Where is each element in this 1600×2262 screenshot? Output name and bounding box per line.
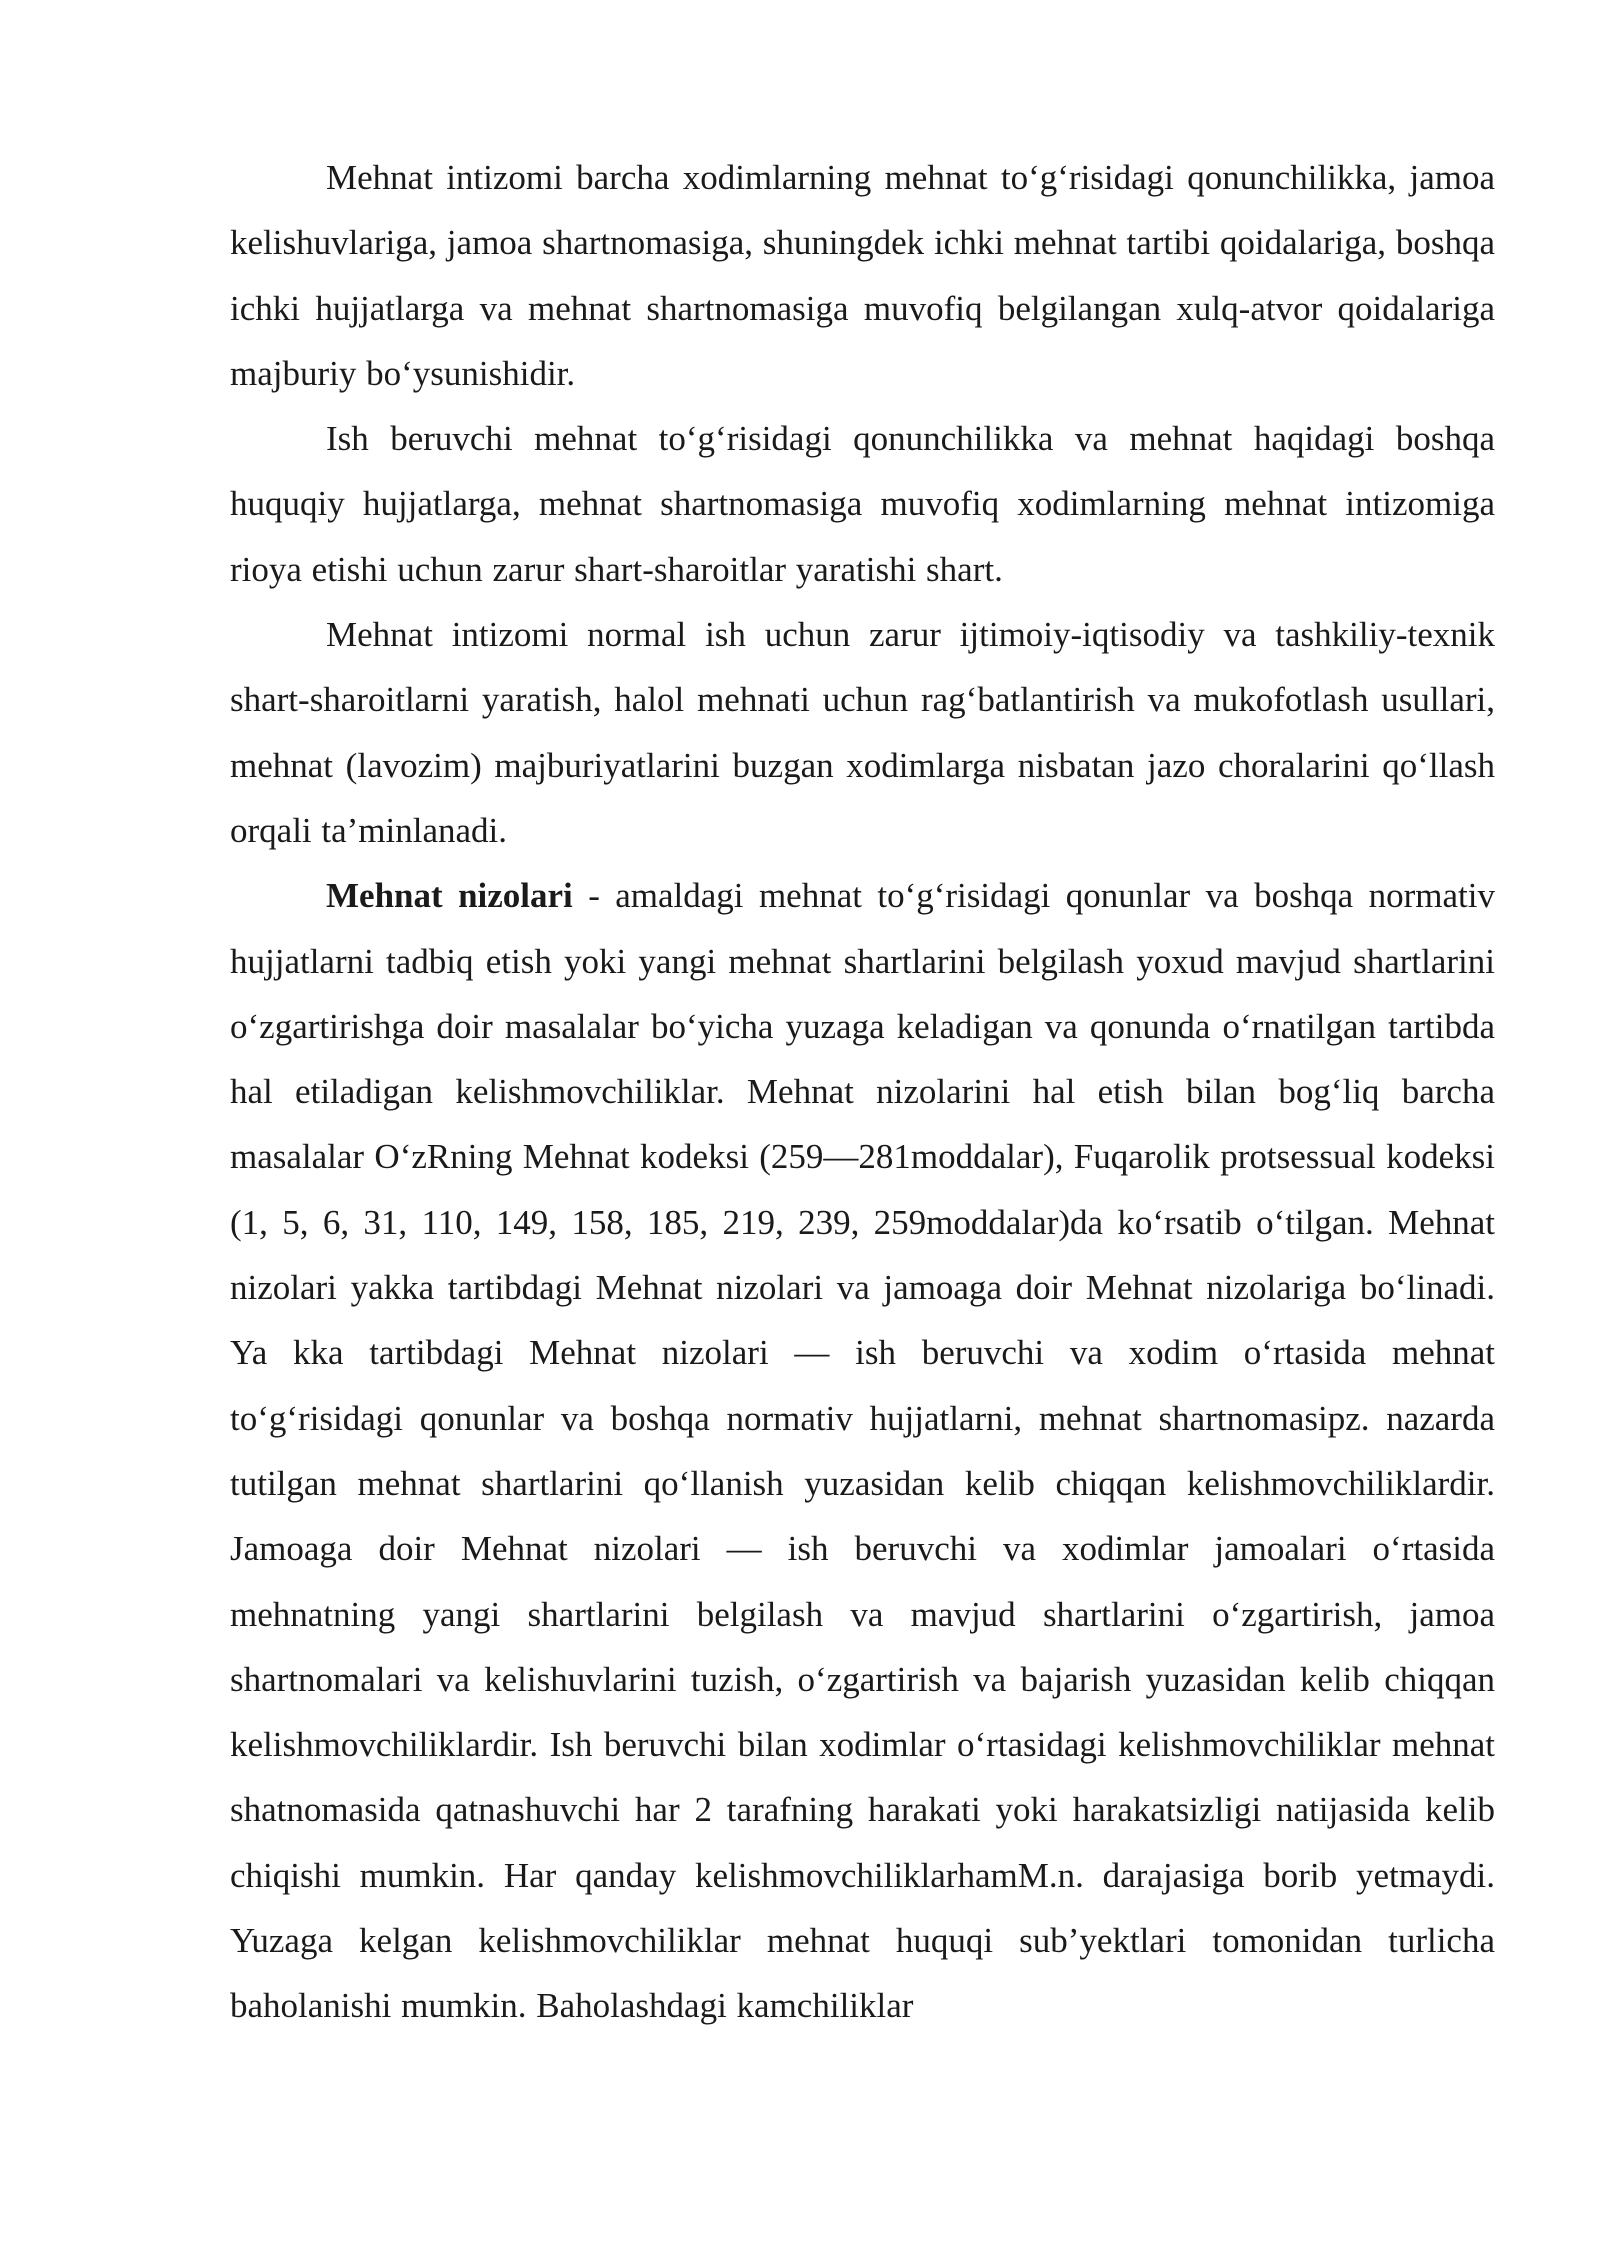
paragraph-discipline-enforcement: Mehnat intizomi normal ish uchun zarur ijtimoiy-iqtisodiy va tashkiliy-texnik shart-sharoitlarni yaratish, halol mehnati uchun rag‘batlantirish va mukofotlash usullari, mehnat (lavozim) majburiyatlarini buzgan xodimlarga nisbatan jazo choralarini qo‘llash orqali ta’minlanadi. [230, 615, 1495, 850]
paragraph-labor-discipline-definition: Mehnat intizomi barcha xodimlarning mehnat to‘g‘risidagi qonunchilikka, jamoa kelishuvlariga, jamoa shartnomasiga, shuningdek ichki mehnat tartibi qoidalariga, boshqa ichki hujjatlarga va mehnat shartnomasiga muvofiq belgilangan xulq-atvor qoidalariga majburiy bo‘ysunishidir. [230, 158, 1495, 393]
document-body [230, 145, 1495, 2039]
term-labor-disputes: Mehnat nizolari [326, 876, 573, 916]
paragraph-labor-disputes [230, 863, 1495, 2038]
labor-disputes-definition-text: - amaldagi mehnat to‘g‘risidagi qonunlar va boshqa normativ hujjatlarni tadbiq etish yoki yangi mehnat shartlarini belgilash yoxud mavjud shartlarini o‘zgartirishga doir masalalar bo‘yicha yuzaga keladigan va qonunda o‘rnatilgan tartibda hal etiladigan kelishmovchiliklar. Mehnat nizolarini hal etish bilan bog‘liq barcha masalalar O‘zRning Mehnat kodeksi (259—281moddalar), Fuqarolik protsessual kodeksi (1, 5, 6, 31, 110, 149, 158, 185, 219, 239, 259moddalar)da ko‘rsatib o‘tilgan. Mehnat nizolari yakka tartibdagi Mehnat nizolari va jamoaga doir Mehnat nizolariga bo‘linadi. Ya kka tartibdagi Mehnat nizolari — ish beruvchi va xodim o‘rtasida mehnat to‘g‘risidagi qonunlar va boshqa normativ hujjatlarni, mehnat shartnomasipz. nazarda tutilgan mehnat shartlarini qo‘llanish yuzasidan kelib chiqqan kelishmovchiliklardir. Jamoaga doir Mehnat nizolari — ish beruvchi va xodimlar jamoalari o‘rtasida mehnatning yangi shartlarini belgilash va mavjud shartlarini o‘zgartirish, jamoa shartnomalari va kelishuvlarini tuzish, o‘zgartirish va bajarish yuzasidan kelib chiqqan kelishmovchiliklardir. Ish beruvchi bilan xodimlar o‘rtasidagi kelishmovchiliklar mehnat shatnomasida qatnashuvchi har 2 tarafning harakati yoki harakatsizligi natijasida kelib chiqishi mumkin. Har qanday kelishmovchiliklarhamM.n. darajasiga borib yetmaydi. Yuzaga kelgan kelishmovchiliklar mehnat huquqi sub’yektlari tomonidan turlicha baholanishi mumkin. Baholashdagi kamchiliklar [230, 876, 1495, 2026]
paragraph-employer-obligation: Ish beruvchi mehnat to‘g‘risidagi qonunchilikka va mehnat haqidagi boshqa huquqiy hujjatlarga, mehnat shartnomasiga muvofiq xodimlarning mehnat intizomiga rioya etishi uchun zarur shart-sharoitlar yaratishi shart. [230, 419, 1495, 589]
